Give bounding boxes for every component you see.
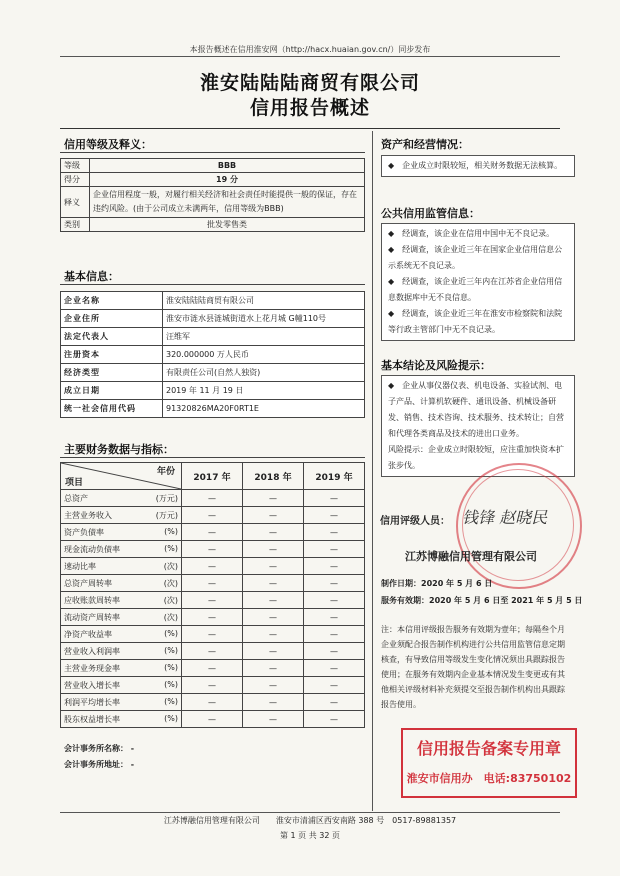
- top-divider: [60, 56, 560, 57]
- fin-item-label: 项目: [65, 478, 84, 488]
- basic-key: 统一社会信用代码: [61, 400, 163, 418]
- fin-value: —: [243, 609, 304, 626]
- fin-value: —: [243, 541, 304, 558]
- supervision-heading: 公共信用监管信息：: [381, 207, 480, 220]
- meaning-value: 企业信用程度一般，对履行相关经济和社会责任时能提供一般的保证，存在违约风险。(由于公司成立未满两年，信用等级为BBB): [90, 187, 365, 218]
- fin-item: 利润平均增长率: [64, 697, 120, 707]
- fin-item-cell: [61, 609, 182, 626]
- fin-item-cell: [61, 507, 182, 524]
- fin-item: 股东权益增长率: [64, 714, 120, 724]
- fin-item: 净资产收益率: [64, 629, 112, 639]
- grade-value: BBB: [90, 159, 365, 173]
- fin-item-cell: [61, 575, 182, 592]
- report-note: 注：本信用评级报告服务有效期为壹年；每隔叁个月企业须配合报告制作机构进行公共信用监管信息定期核查，有导致信用等级发生变化情况须出具跟踪报告使用；在服务有效期内企业基本情况发生变更或有其他相关评级材料补充须提交至报告制作机构出具跟踪报告使用。: [381, 625, 565, 709]
- fin-value: —: [182, 541, 243, 558]
- basic-row: [61, 328, 365, 346]
- basic-value: 有限责任公司(自然人独资): [163, 364, 365, 382]
- fin-unit: (次): [163, 578, 178, 588]
- grade-table: [60, 158, 365, 232]
- risk-heading: 基本结论及风险提示：: [381, 359, 491, 372]
- basic-key: 注册资本: [61, 346, 163, 364]
- grade-heading: 信用等级及释义：: [64, 138, 152, 151]
- fin-value: —: [182, 524, 243, 541]
- made-date: 制作日期：2020 年 5 月 6 日: [381, 579, 493, 588]
- company-title: 淮安陆陆陆商贸有限公司: [199, 72, 420, 94]
- fin-item-cell: [61, 626, 182, 643]
- fin-item: 速动比率: [64, 561, 96, 571]
- fin-item: 现金流动负债率: [64, 544, 120, 554]
- fin-value: —: [182, 490, 243, 507]
- fin-row: [61, 507, 365, 524]
- fin-value: —: [182, 694, 243, 711]
- fin-value: —: [182, 626, 243, 643]
- fin-item-cell: [61, 541, 182, 558]
- fin-item-cell: [61, 490, 182, 507]
- report-title: 信用报告概述: [249, 97, 370, 119]
- supervision-box: [381, 223, 575, 341]
- firm-address: 会计事务所地址： -: [64, 760, 135, 769]
- fin-item: 总资产: [64, 493, 88, 503]
- supervision-item: ◆ 经调查，该企业近三年在国家企业信用信息公示系统无不良记录。: [388, 245, 563, 270]
- fin-value: —: [243, 524, 304, 541]
- fin-value: —: [243, 711, 304, 728]
- fin-value: —: [243, 660, 304, 677]
- fin-value: —: [182, 558, 243, 575]
- fin-unit: (%): [164, 645, 178, 655]
- supervision-item: ◆ 经调查，该企业在信用中国中无不良记录。: [388, 229, 555, 238]
- ops-box: [381, 155, 575, 177]
- basic-value: 320.000000 万人民币: [163, 346, 365, 364]
- fin-row: [61, 541, 365, 558]
- risk-box: [381, 375, 575, 477]
- basic-key: 企业名称: [61, 292, 163, 310]
- fin-value: —: [243, 558, 304, 575]
- fin-row: [61, 677, 365, 694]
- meaning-row: [61, 187, 365, 218]
- fin-item-cell: [61, 660, 182, 677]
- fin-value: —: [304, 694, 365, 711]
- fin-item: 资产负债率: [64, 527, 104, 537]
- title-divider: [60, 128, 560, 129]
- risk-warning: 风险提示：企业成立时限较短，应注重加快资本扩张步伐。: [388, 445, 564, 470]
- supervision-item: ◆ 经调查，该企业近三年在淮安市检察院和法院等行政主管部门中无不良记录。: [388, 309, 563, 334]
- meaning-key: 释义: [61, 187, 90, 218]
- basic-value: 淮安陆陆陆商贸有限公司: [163, 292, 365, 310]
- fin-value: —: [182, 711, 243, 728]
- fin-unit: (万元): [155, 493, 178, 503]
- basic-key: 法定代表人: [61, 328, 163, 346]
- fin-unit: (%): [164, 713, 178, 723]
- fin-item: 总资产周转率: [64, 578, 112, 588]
- fin-value: —: [182, 609, 243, 626]
- fin-row: [61, 626, 365, 643]
- basic-row: [61, 400, 365, 418]
- fin-row: [61, 592, 365, 609]
- fin-unit: (%): [164, 696, 178, 706]
- basic-info-table: [60, 291, 365, 418]
- rater-label: 信用评级人员：: [380, 516, 450, 527]
- fin-unit: (次): [163, 561, 178, 571]
- basic-heading: 基本信息：: [64, 270, 119, 283]
- fin-value: —: [243, 643, 304, 660]
- firm-name: 会计事务所名称： -: [64, 744, 135, 753]
- fin-row: [61, 558, 365, 575]
- fin-row: [61, 643, 365, 660]
- fin-item: 营业收入增长率: [64, 680, 120, 690]
- fin-row: [61, 609, 365, 626]
- year-header: 2019 年: [304, 463, 365, 490]
- fin-value: —: [182, 575, 243, 592]
- fin-value: —: [304, 507, 365, 524]
- fin-value: —: [304, 643, 365, 660]
- fin-value: —: [304, 711, 365, 728]
- column-divider: [372, 131, 373, 811]
- fin-unit: (%): [164, 543, 178, 553]
- fin-value: —: [304, 677, 365, 694]
- year-header: 2018 年: [243, 463, 304, 490]
- fin-header-row: [61, 463, 365, 490]
- financial-table: [60, 462, 365, 728]
- fin-row: [61, 524, 365, 541]
- publish-note: 本报告概述在信用淮安网（http://hacx.huaian.gov.cn/）同步发布: [189, 45, 431, 54]
- score-value: 19 分: [90, 173, 365, 187]
- basic-value: 2019 年 11 月 19 日: [163, 382, 365, 400]
- fin-item-cell: [61, 643, 182, 660]
- risk-text: ◆ 企业从事仪器仪表、机电设备、实验试剂、电子产品、计算机软硬件、通讯设备、机械设备研发、销售、技术咨询、技术服务、技术转让；自营和代理各类商品及技术的进出口业务。: [388, 381, 564, 438]
- filing-stamp: [401, 728, 577, 798]
- fin-value: —: [304, 541, 365, 558]
- fin-value: —: [243, 575, 304, 592]
- fin-row: [61, 711, 365, 728]
- fin-item-cell: [61, 524, 182, 541]
- basic-row: [61, 310, 365, 328]
- fin-row: [61, 490, 365, 507]
- category-row: [61, 218, 365, 232]
- fin-year-label: 年份: [156, 467, 175, 477]
- grade-row: [61, 159, 365, 173]
- fin-value: —: [304, 660, 365, 677]
- fin-value: —: [182, 660, 243, 677]
- fin-item-cell: [61, 711, 182, 728]
- ops-heading: 资产和经营情况：: [381, 138, 469, 151]
- fin-diagonal-cell: [61, 463, 182, 490]
- fin-value: —: [243, 694, 304, 711]
- basic-key: 企业住所: [61, 310, 163, 328]
- basic-row: [61, 382, 365, 400]
- fin-value: —: [304, 490, 365, 507]
- basic-heading-rule: [60, 284, 365, 285]
- fin-unit: (次): [163, 595, 178, 605]
- fin-heading: 主要财务数据与指标：: [64, 443, 174, 456]
- basic-value: 淮安市涟水县涟城街道水上花月城 G幢110号: [163, 310, 365, 328]
- stamp-subtitle: 淮安市信用办 电话:83750102: [406, 772, 572, 785]
- fin-value: —: [304, 592, 365, 609]
- supervision-item: ◆ 经调查，该企业近三年内在江苏省企业信用信息数据库中无不良信息。: [388, 277, 563, 302]
- fin-value: —: [304, 626, 365, 643]
- score-key: 得分: [61, 173, 90, 187]
- category-key: 类别: [61, 218, 90, 232]
- basic-key: 经济类型: [61, 364, 163, 382]
- fin-item-cell: [61, 592, 182, 609]
- basic-value: 汪维军: [163, 328, 365, 346]
- fin-item: 流动资产周转率: [64, 612, 120, 622]
- fin-value: —: [243, 677, 304, 694]
- fin-value: —: [182, 592, 243, 609]
- fin-item: 营业收入利润率: [64, 646, 120, 656]
- fin-item: 主营业务现金率: [64, 663, 120, 673]
- fin-row: [61, 694, 365, 711]
- score-row: [61, 173, 365, 187]
- footer-divider: [60, 812, 560, 813]
- fin-unit: (%): [164, 628, 178, 638]
- fin-unit: (万元): [155, 510, 178, 520]
- basic-row: [61, 364, 365, 382]
- grade-key: 等级: [61, 159, 90, 173]
- fin-unit: (%): [164, 526, 178, 536]
- fin-unit: (次): [163, 612, 178, 622]
- fin-value: —: [243, 626, 304, 643]
- fin-value: —: [182, 643, 243, 660]
- service-period: 服务有效期：2020 年 5 月 6 日至 2021 年 5 月 5 日: [381, 596, 583, 605]
- fin-item: 主营业务收入: [64, 510, 112, 520]
- fin-heading-rule: [60, 457, 365, 458]
- fin-value: —: [304, 609, 365, 626]
- fin-unit: (%): [164, 662, 178, 672]
- category-value: 批发零售类: [90, 218, 365, 232]
- fin-unit: (%): [164, 679, 178, 689]
- basic-row: [61, 346, 365, 364]
- basic-value: 91320826MA20F0RT1E: [163, 400, 365, 418]
- fin-value: —: [243, 507, 304, 524]
- footer-text: 江苏博融信用管理有限公司 淮安市清浦区西安南路 388 号 0517-89881357: [163, 816, 457, 825]
- rating-company: 江苏博融信用管理有限公司: [405, 550, 537, 563]
- fin-row: [61, 660, 365, 677]
- fin-item-cell: [61, 694, 182, 711]
- fin-value: —: [182, 677, 243, 694]
- ops-text: ◆ 企业成立时限较短，相关财务数据无法核算。: [388, 161, 563, 170]
- basic-key: 成立日期: [61, 382, 163, 400]
- fin-value: —: [304, 524, 365, 541]
- rater-signature: 钱锋 赵晓民: [462, 508, 548, 527]
- year-header: 2017 年: [182, 463, 243, 490]
- page-number: 第 1 页 共 32 页: [280, 831, 340, 840]
- fin-value: —: [304, 558, 365, 575]
- fin-item: 应收账款周转率: [64, 595, 120, 605]
- fin-item-cell: [61, 558, 182, 575]
- fin-value: —: [243, 592, 304, 609]
- grade-heading-rule: [60, 152, 365, 153]
- fin-value: —: [304, 575, 365, 592]
- fin-value: —: [243, 490, 304, 507]
- basic-row: [61, 292, 365, 310]
- fin-item-cell: [61, 677, 182, 694]
- fin-row: [61, 575, 365, 592]
- stamp-title: 信用报告备案专用章: [416, 739, 561, 758]
- fin-value: —: [182, 507, 243, 524]
